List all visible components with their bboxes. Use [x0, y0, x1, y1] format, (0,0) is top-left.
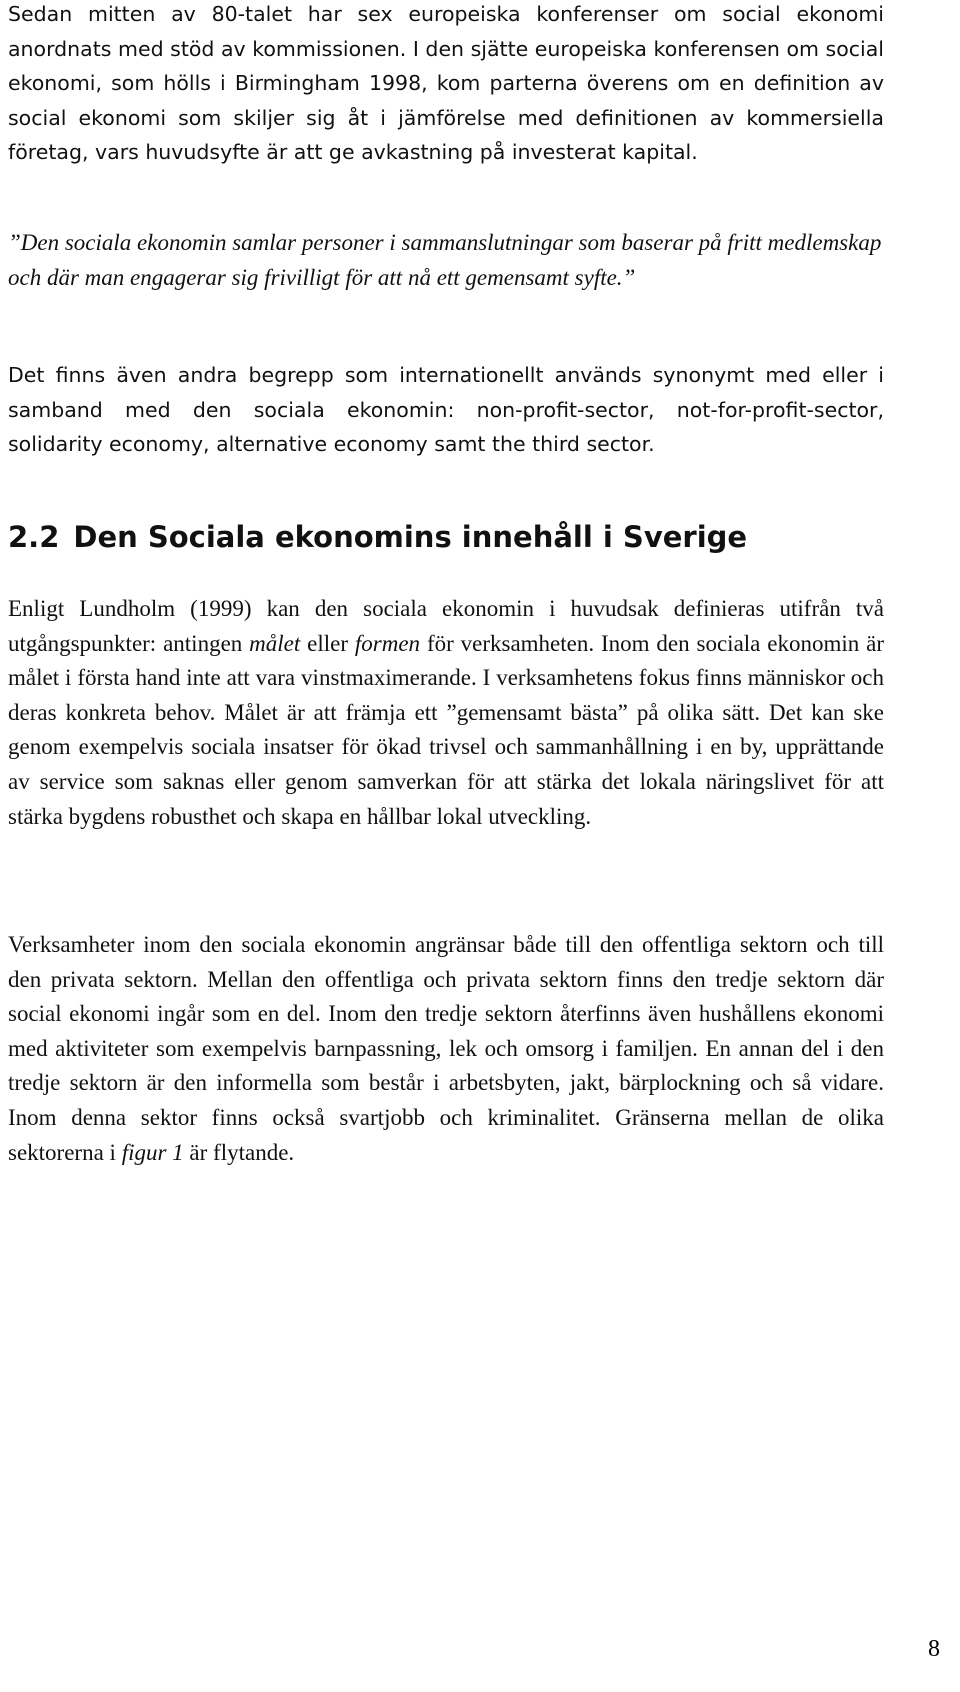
figure-reference: figur 1 [121, 1139, 184, 1165]
emphasis-malet: målet [249, 630, 301, 656]
paragraph-synonyms: Det finns även andra begrepp som internationellt används synonymt med eller i samband med den sociala ekonomin: non-profit-sector, not-for-profit-sector, solidarity economy, alternative economy samt the third sector. [8, 363, 884, 457]
section-title: Den Sociala ekonomins innehåll i Sverige [73, 520, 748, 554]
paragraph-text: Enligt Lundholm (1999) kan den sociala ekonomin i huvudsak definieras utifrån två utgångspunkter: antingen [8, 596, 884, 656]
paragraph-definition [8, 592, 884, 834]
definition-quote: ”Den sociala ekonomin samlar personer i sammanslutningar som baserar på fritt medlemskap och där man engagerar sig frivilligt för att nå ett gemensamt syfte.” [8, 230, 882, 290]
page-number: 8 [928, 1636, 940, 1662]
emphasis-formen: formen [354, 630, 421, 656]
paragraph-text: Verksamheter inom den sociala ekonomin angränsar både till den offentliga sektorn och till den privata sektorn. Mellan den offentliga och privata sektorn finns den tredje sektorn där social ekonomi ingår som en del. Inom den tredje sektorn återfinns även hushållens ekonomi med aktiviteter som exempelvis barnpassning, lek och omsorg i familjen. En annan del i den tredje sektorn är den informella som består i arbetsbyten, jakt, bärplockning och så vidare. Inom denna sektor finns också svartjobb och kriminalitet. Gränserna mellan de olika sektorerna i [8, 932, 884, 1165]
paragraph-intro: Sedan mitten av 80-talet har sex europeiska konferenser om social ekonomi anordnats med stöd av kommissionen. I den sjätte europeiska konferensen om social ekonomi, som hölls i Birmingham 1998, kom parterna överens om en definition av social ekonomi som skiljer sig åt i jämförelse med definitionen av kommersiella företag, vars huvudsyfte är att ge avkastning på investerat kapital. [8, 2, 884, 165]
paragraph-sectors [8, 928, 884, 1170]
section-heading [8, 517, 747, 557]
paragraph-text: är flytande. [183, 1139, 295, 1165]
paragraph-text: för verksamheten. Inom den sociala ekonomin är målet i första hand inte att vara vinstmaximerande. I verksamhetens fokus finns människor och deras konkreta behov. Målet är att främja ett ”gemensamt bästa” på olika sätt. Det kan ske genom exempelvis sociala insatser för ökad trivsel och sammanhållning i en by, upprättande av service som saknas eller genom samverkan för att stärka det lokala näringslivet för att stärka bygdens robusthet och skapa en hållbar lokal utveckling. [8, 630, 884, 829]
section-number: 2.2 [8, 520, 60, 554]
paragraph-text: eller [300, 630, 355, 656]
